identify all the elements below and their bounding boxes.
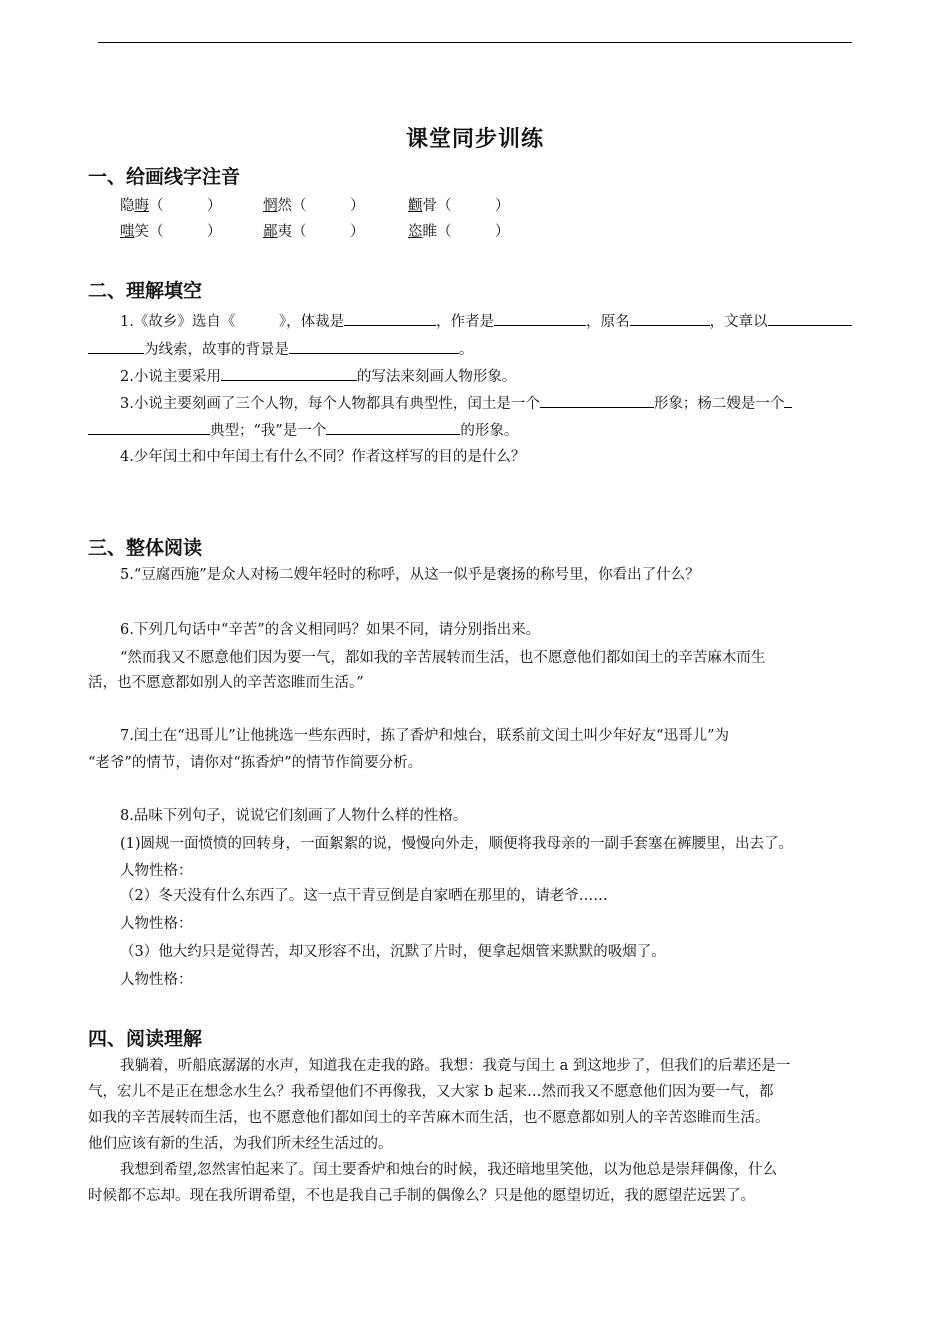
- blank[interactable]: [768, 310, 852, 326]
- trait-label: 人物性格：: [120, 863, 193, 879]
- question-8-sentence-2: （2）冬天没有什么东西了。这一点干青豆倒是自家晒在那里的，请老爷……: [120, 888, 608, 904]
- passage-line: 气，宏儿不是正在想念水生么？我希望他们不再像我，又大家 b 起来…然而我又不愿意他们因为要一气，都: [88, 1084, 774, 1100]
- blank[interactable]: [630, 310, 710, 326]
- trait-label: 人物性格：: [120, 916, 193, 932]
- pinyin-item: 惘然（ ）: [263, 198, 365, 214]
- question-6-quote-line-1: “然而我又不愿意他们因为要一气，都如我的辛苦展转而生活，也不愿意他们都如闰土的辛苦麻木而生: [120, 650, 766, 666]
- section-heading-reading: 三、整体阅读: [88, 537, 203, 559]
- blank[interactable]: [344, 310, 436, 326]
- question-4: 4.少年闰土和中年闰土有什么不同？作者这样写的目的是什么？: [120, 449, 526, 465]
- question-1-line-1: 1.《故乡》选自《 》，体裁是 ，作者是 ，原名 ，文章以: [120, 310, 852, 332]
- trait-label: 人物性格：: [120, 972, 193, 988]
- blank[interactable]: [88, 419, 210, 435]
- question-8: 8.品味下列句子，说说它们刻画了人物什么样的性格。: [120, 808, 468, 824]
- blank[interactable]: [494, 310, 586, 326]
- pinyin-item: 恣睢（ ）: [408, 224, 510, 240]
- blank[interactable]: [326, 419, 460, 435]
- question-2: 2.小说主要采用 的写法来刻画人物形象。: [120, 365, 516, 387]
- passage-line: 我躺着，听船底潺潺的水声，知道我在走我的路。我想：我竟与闰土 a 到这地步了，但我们的后辈还是一: [120, 1058, 791, 1074]
- header-rule: [98, 42, 852, 43]
- question-7-line-1: 7.闰土在“迅哥儿”让他挑选一些东西时，拣了香炉和烛台，联系前文闰土叫少年好友“迅哥儿”为: [120, 728, 729, 744]
- passage-line: 时候都不忘却。现在我所谓希望，不也是我自己手制的偶像么？只是他的愿望切近，我的愿望茫远罢了。: [88, 1188, 755, 1204]
- question-6: 6.下列几句话中“辛苦”的含义相同吗？如果不同，请分别指出来。: [120, 622, 541, 638]
- pinyin-item: 颧骨（ ）: [408, 198, 510, 214]
- blank[interactable]: [784, 392, 792, 408]
- blank[interactable]: [289, 338, 459, 354]
- blank[interactable]: [221, 365, 357, 381]
- question-3-line-2: 典型；“我”是一个 的形象。: [88, 419, 518, 441]
- passage-line: 我想到希望,忽然害怕起来了。闰土要香炉和烛台的时候，我还暗地里笑他，以为他总是崇拜偶像，什么: [120, 1162, 778, 1178]
- pinyin-item: 鄙夷（ ）: [263, 224, 365, 240]
- section-heading-comprehension: 四、阅读理解: [88, 1028, 203, 1050]
- blank[interactable]: [88, 338, 144, 354]
- question-6-quote-line-2: 活，也不愿意都如别人的辛苦恣睢而生活。”: [88, 675, 364, 691]
- page-title: 课堂同步训练: [405, 127, 544, 152]
- question-1-line-2: 为线索，故事的背景是 。: [88, 338, 474, 360]
- pinyin-item: 隐晦（ ）: [120, 198, 222, 214]
- pinyin-item: 嗤笑（ ）: [120, 224, 222, 240]
- question-5: 5.“豆腐西施”是众人对杨二嫂年轻时的称呼，从这一似乎是褒扬的称号里，你看出了什么？: [120, 567, 700, 583]
- question-8-sentence-3: （3）他大约只是觉得苦，却又形容不出，沉默了片时，便拿起烟管来默默的吸烟了。: [120, 944, 666, 960]
- question-7-line-2: “老爷”的情节，请你对“拣香炉”的情节作简要分析。: [88, 755, 423, 771]
- passage-line: 如我的辛苦展转而生活，也不愿意他们都如闰土的辛苦麻木而生活，也不愿意都如别人的辛苦恣睢而生活。: [88, 1110, 770, 1126]
- passage-line: 他们应该有新的生活，为我们所未经生活过的。: [88, 1136, 393, 1152]
- blank[interactable]: [540, 392, 654, 408]
- section-heading-pinyin: 一、给画线字注音: [88, 166, 241, 188]
- section-heading-fill: 二、理解填空: [88, 280, 203, 302]
- question-3-line-1: 3.小说主要刻画了三个人物，每个人物都具有典型性，闰土是一个 形象；杨二嫂是一个: [120, 392, 792, 414]
- question-8-sentence-1: (1)圆规一面愤愤的回转身，一面絮絮的说，慢慢向外走，顺便将我母亲的一副手套塞在裤腰里，出去了。: [120, 836, 794, 852]
